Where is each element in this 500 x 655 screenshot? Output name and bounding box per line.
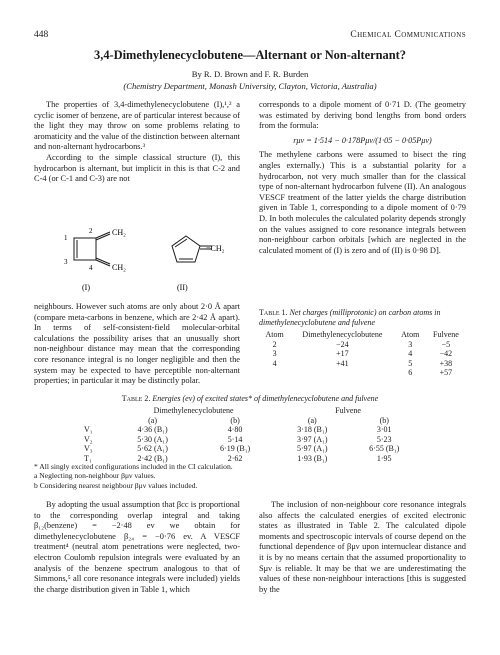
atom-number-2: 2 [89,227,93,235]
journal-name: Chemical Communications [350,30,466,40]
article-title: 3,4-Dimethylenecyclobutene—Alternant or Non-alternant? [94,48,406,62]
table2-cell: 4·80 [227,425,243,435]
table2-group-header: Fulvene [335,406,361,415]
table2-cell: 5·30 (A₁) [137,434,168,444]
table-row [259,349,466,359]
table2-cell: 3·18 (B₁) [297,425,328,435]
left-column-continued [34,302,240,387]
table1 [259,330,466,378]
table1-header-row [259,330,466,340]
article-authors: By R. D. Brown and F. R. Burden [191,69,309,79]
table2-cell: 3·97 (A₁) [297,434,328,444]
table-row [80,425,420,435]
structure-paragraph: According to the simple classical structure (I), this hydrocarbon is alternant, but implicit in this is that C-2 and C-4 (or C-1 and C-3) are not [34,152,240,184]
table1-cell: 3 [272,349,277,359]
table2-caption-text: Energies (ev) of excited states* of dimethylenecyclobutene and fulvene [152,394,379,403]
table1-cell: −5 [441,339,451,349]
table1-caption-label: Table 1. [259,308,288,317]
structure-i-ch2-top: CH₂ [112,228,126,237]
table2-cell: 5·62 (A₁) [137,444,168,454]
table2-cell: V₁ [84,425,93,435]
table2-cell: 2·62 [227,453,243,463]
table1-cell: 3 [408,339,413,349]
page-number: 448 [34,30,49,40]
table2-note: * All singly excited configurations included in the CI calculation. [34,462,233,471]
structure-ii-label: (II) [177,283,188,292]
left-column-intro [34,100,240,185]
table2 [80,406,420,464]
structure-i-ch2-bottom: CH₂ [112,263,126,272]
methylene-paragraph: The methylene carbons were assumed to bisect the ring angles externally.) This is a substantial polarity for a hydrocarbon, not very much smaller than for the classical type of non-alternant hydrocarbon fulvene (II). An analogous VESCF treatment of the latter yields the charge distribution given in Table 1, corresponding to a dipole moment of 0·79 D. In both molecules the calculated polarity depends strongly on the values assigned to core resonance integrals between non-neighbour carbon orbitals [which are neglected in the calculated moment of (I) is zero and of (II) is 0·98 D]. [259,150,466,255]
table1-cell: +38 [439,358,453,368]
table2-subheader: (b) [230,415,240,425]
structure-i-diagram [74,232,110,266]
table2-caption [34,394,466,404]
table1-cell: 2 [272,339,277,349]
table2-cell: 5·14 [227,434,243,444]
table2-caption-label: Table 2. [121,394,151,403]
table2-cell: V₃ [84,444,93,454]
right-column-top [259,100,466,256]
table-row [259,368,466,378]
structure-i-label: (I) [82,283,90,292]
table2-note: a Neglecting non-neighbour βμν values. [34,471,156,481]
table2-notes [34,462,466,490]
table2-group-row [80,406,420,416]
inclusion-paragraph: The inclusion of non-neighbour core resonance integrals also affects the calculated energies of excited electronic states as illustrated in Table 2. The calculated dipole moments and spectroscopic intervals of course depend on the functional dependence of βμν upon internuclear distance and it is by no means certain that the assumed proportionality to Sμν is reliable. It may be that we are underestimating the values of these non-neighbour interactions [this is suggested by the [259,500,466,594]
table2-group-header: Dimethylenecyclobutene [153,406,234,415]
table-row [80,444,420,454]
table1-cell [290,368,395,378]
intro-paragraph: The properties of 3,4-dimethylenecyclobutene (I),¹,² a cyclic isomer of benzene, are of particular interest because of the light they may throw on some problems relating to aromaticity and the value of the distinction between alternant and non-alternant hydrocarbons.³ [34,100,240,152]
table2-subheader-row [80,416,420,426]
atom-number-3: 3 [64,258,68,266]
table2-cell: V₂ [84,434,93,444]
table2-cell: 4·36 (B₁) [137,425,168,435]
table1-header: Dimethylenecyclobutene [302,330,383,339]
atom-number-1: 1 [64,234,68,242]
chemical-structures-figure [34,218,240,298]
table2-subheader: (a) [307,415,317,425]
table-row [259,359,466,369]
table1-cell: 4 [272,358,277,368]
table1-cell: 4 [408,349,413,359]
dipole-paragraph: corresponds to a dipole moment of 0·71 D. (The geometry was estimated by deriving bond lengths from bond orders from the formula: [259,100,466,131]
assumption-paragraph: By adopting the usual assumption that βcc is proportional to the corresponding overlap integral and taking β₁₂(benzene) = −2·48 ev we obtain for dimethylenecyclobutene β₂₄ = −0·76 ev. A VESCF treatment⁴ (neutral atom penetrations were neglected, two-electron Coulomb repulsion integrals were evaluated by an analysis of the benzene spectrum analogous to that of Simmons,⁵ all core resonance integrals were included) yields the charge distribution given in Table 1, which [34,500,240,594]
table2-subheader: (a) [148,415,158,425]
bond-length-formula: rμν = 1·514 − 0·178Pμν/(1·05 − 0·05Pμν) [293,135,432,145]
table1-cell: 6 [408,368,413,378]
table1-caption-text: Net charges (milliprotonic) on carbon atoms in dimethylenecyclobutene and fulvene [259,308,441,327]
table2-cell: 6·19 (B₁) [220,444,251,454]
bottom-left-column [34,500,240,595]
bottom-right-column [259,500,466,595]
table2-cell: 2·42 (B₁) [137,453,168,463]
article-affiliation: (Chemistry Department, Monash University, Clayton, Victoria, Australia) [123,81,377,91]
atom-number-4: 4 [89,264,93,272]
table1-cell: 5 [408,358,413,368]
table2-cell: 1·93 (B₁) [297,453,328,463]
table1-header: Atom [401,330,420,339]
table1-caption [259,308,466,327]
table-row [80,435,420,445]
table2-cell: 1·95 [376,453,392,463]
neighbours-paragraph: neighbours. However such atoms are only about 2·0 Å apart (compare meta-carbons in benzene, which are 2·42 Å apart). In terms of self-consistent-field molecular-orbital calculations the possibility arises that an unusually short non-neighbour distance may mean that the corresponding core resonance integral is no longer negligible and then the system may be expected to have perceptible non-alternant properties; in particular it may be distinctly polar. [34,302,240,386]
table2-note: b Considering nearest neighbour βμν values included. [34,480,198,490]
table2-cell: 3·01 [376,425,392,435]
table1-cell: +41 [336,358,349,368]
structure-ii-ch2: =CH₂ [206,244,225,253]
table1-header: Fulvene [433,330,459,339]
table2-cell: 5·23 [376,434,392,444]
table-row [259,340,466,350]
table1-cell [259,368,290,378]
table1-cell: +17 [336,349,349,359]
table1-header: Atom [265,330,284,339]
table1-cell: −42 [439,349,453,359]
table1-cell: −24 [336,339,349,349]
table2-cell: T₁ [84,453,92,463]
table2-subheader: (b) [379,415,389,425]
table2-cell: 6·55 (B₁) [369,444,400,454]
table2-cell: 5·97 (A₁) [297,444,328,454]
table1-cell: +57 [439,368,453,378]
